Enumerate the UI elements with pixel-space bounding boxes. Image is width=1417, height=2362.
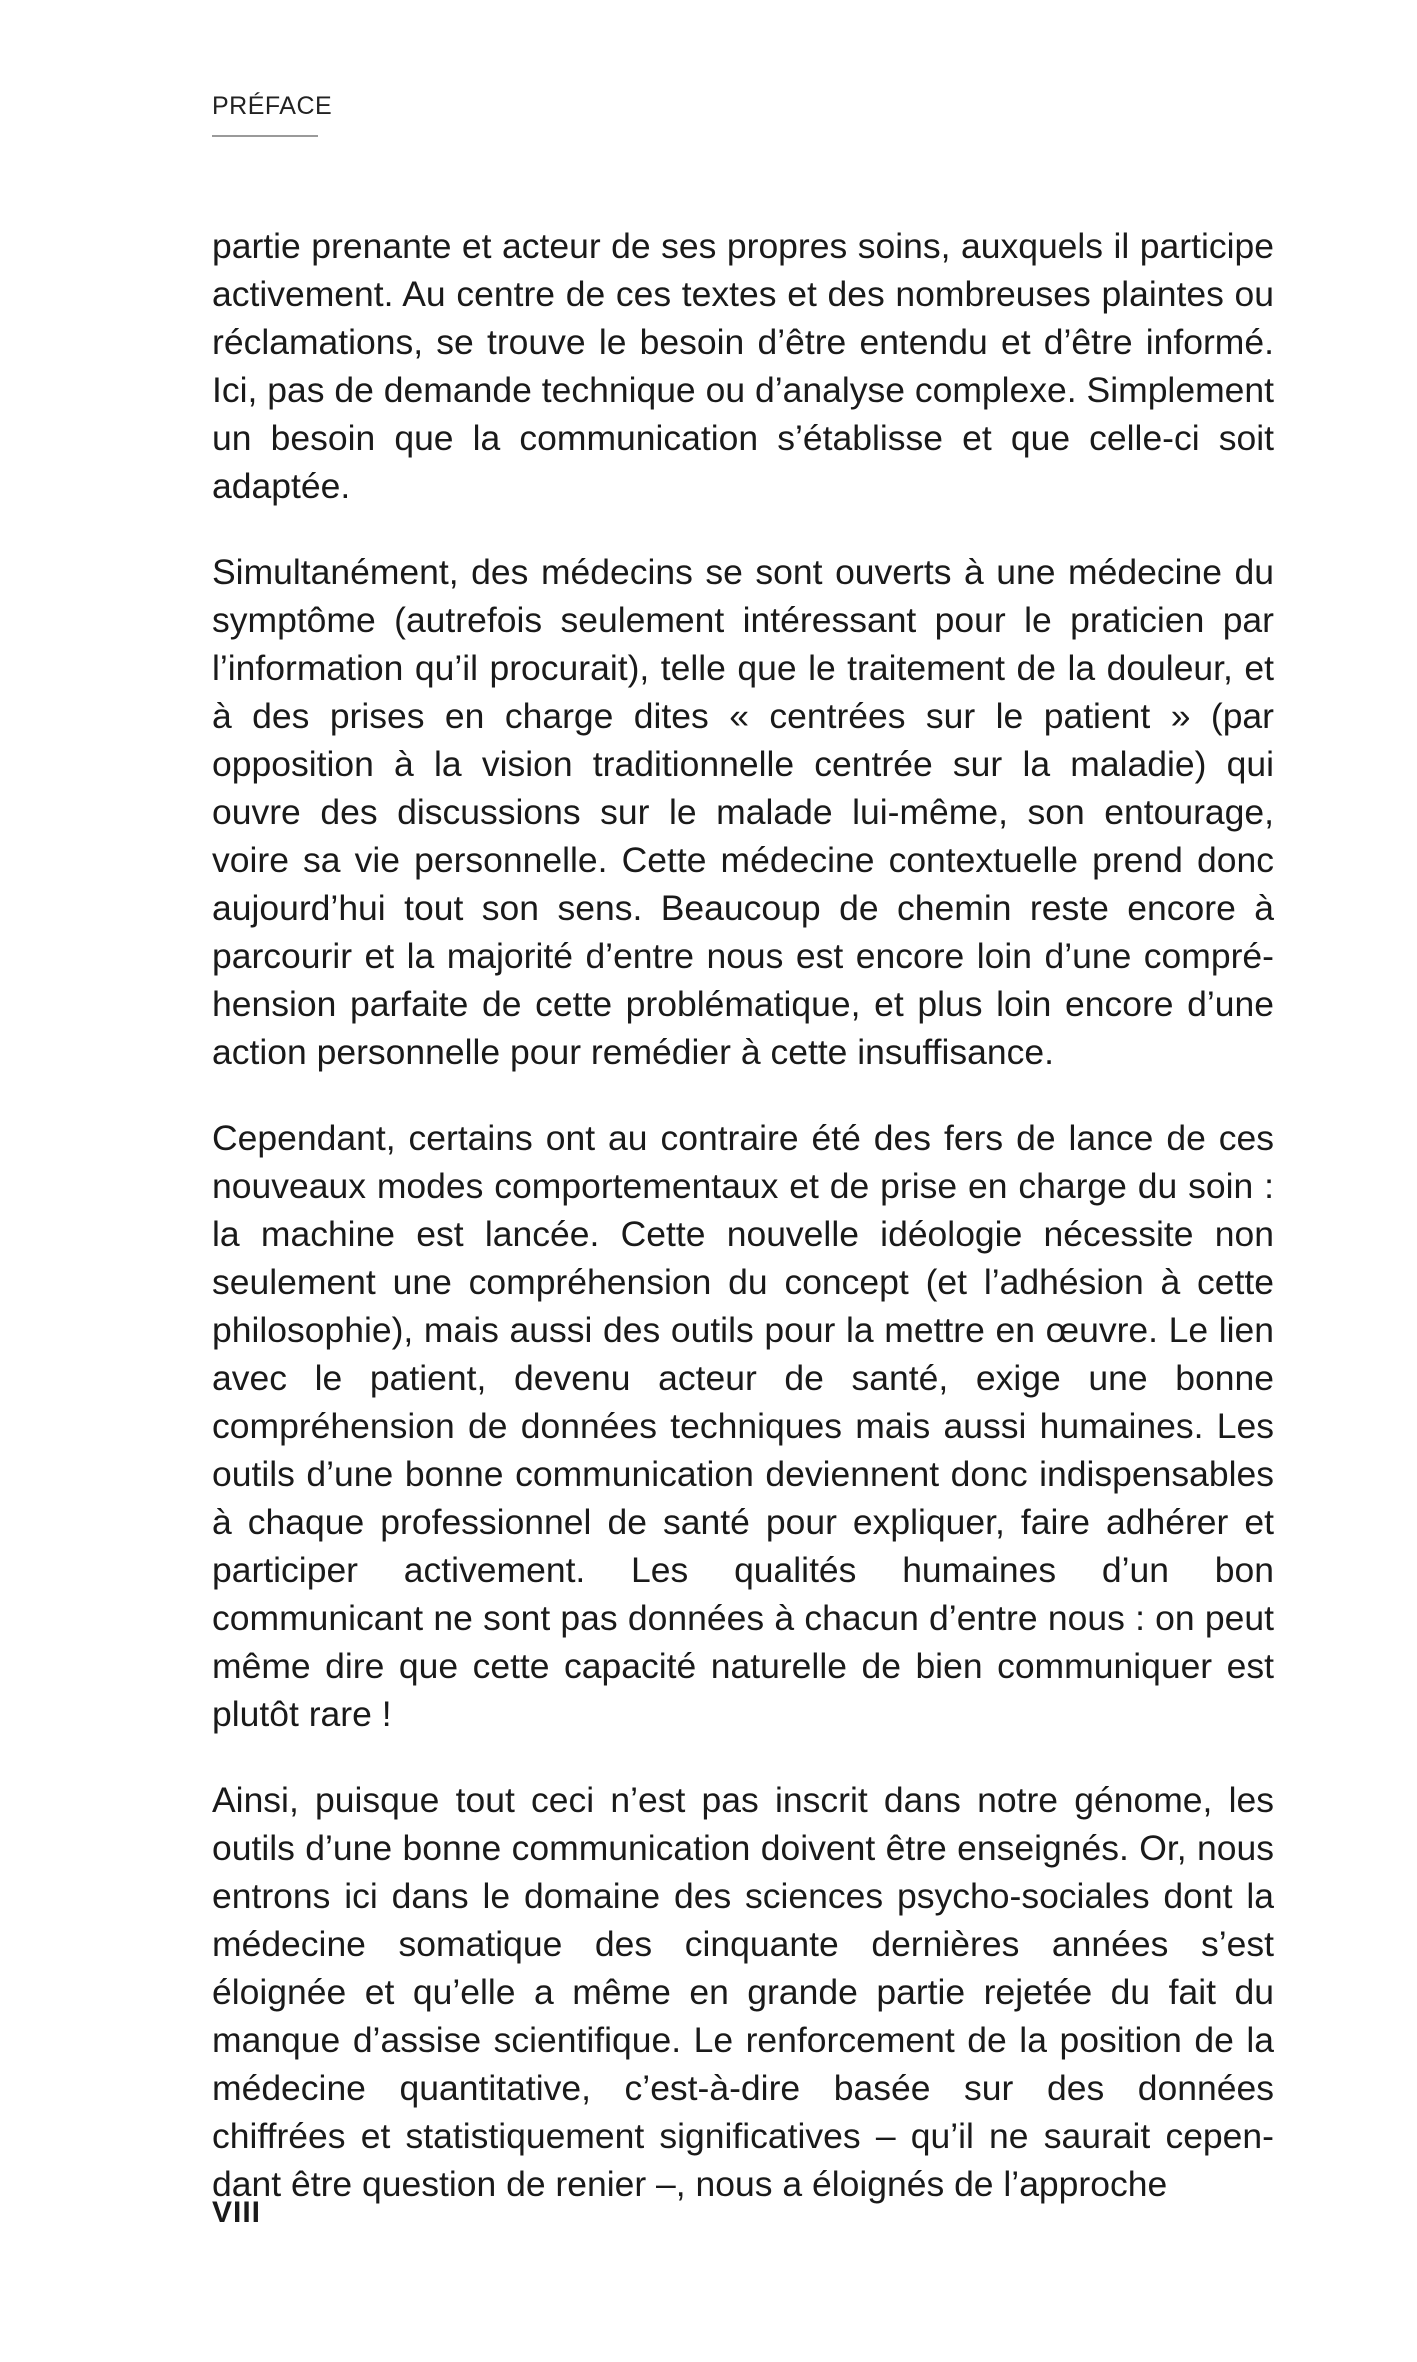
paragraph: Simultanément, des médecins se sont ouverts à une médecine du symptôme (autrefois seulement intéressant pour le praticien par l’information qu’il procurait), telle que le traitement de la douleur, et à des prises en charge dites « centrées sur le patient » (par opposition à la vision traditionnelle centrée sur la maladie) qui ouvre des discussions sur le malade lui-même, son entourage, voire sa vie personnelle. Cette médecine contextuelle prend donc aujourd’hui tout son sens. Beaucoup de chemin reste encore à parcourir et la majorité d’entre nous est encore loin d’une compréhension parfaite de cette problématique, et plus loin encore d’une action personnelle pour remédier à cette insuffisance. (212, 552, 1274, 1072)
paragraph: Ainsi, puisque tout ceci n’est pas inscrit dans notre génome, les outils d’une bonne communication doivent être enseignés. Or, nous entrons ici dans le domaine des sciences psycho-sociales dont la médecine somatique des cinquante dernières années s’est éloignée et qu’elle a même en grande partie rejetée du fait du manque d’assise scientifique. Le renforcement de la position de la médecine quantitative, c’est-à-dire basée sur des données chiffrées et statistiquement significatives – qu’il ne saurait cependant être question de renier –, nous a éloignés de l’approche (212, 1780, 1274, 2204)
running-header: PRÉFACE (212, 92, 333, 120)
page-number: VIII (212, 2196, 262, 2229)
body-text (212, 222, 1274, 2246)
paragraph: Cependant, certains ont au contraire été des fers de lance de ces nouveaux modes comportementaux et de prise en charge du soin : la machine est lancée. Cette nouvelle idéologie nécessite non seulement une compréhension du concept (et l’adhésion à cette philosophie), mais aussi des outils pour la mettre en œuvre. Le lien avec le patient, devenu acteur de santé, exige une bonne compréhension de données techniques mais aussi humaines. Les outils d’une bonne communication deviennent donc indispensables à chaque professionnel de santé pour expliquer, faire adhérer et participer activement. Les qualités humaines d’un bon communicant ne sont pas données à chacun d’entre nous : on peut même dire que cette capacité naturelle de bien communiquer est plutôt rare ! (212, 1118, 1274, 1734)
paragraph: partie prenante et acteur de ses propres soins, auxquels il participe activement. Au centre de ces textes et des nombreuses plaintes ou réclamations, se trouve le besoin d’être entendu et d’être informé. Ici, pas de demande technique ou d’analyse complexe. Simplement un besoin que la communication s’établisse et que celle-ci soit adaptée. (212, 226, 1274, 506)
header-rule (212, 135, 318, 137)
